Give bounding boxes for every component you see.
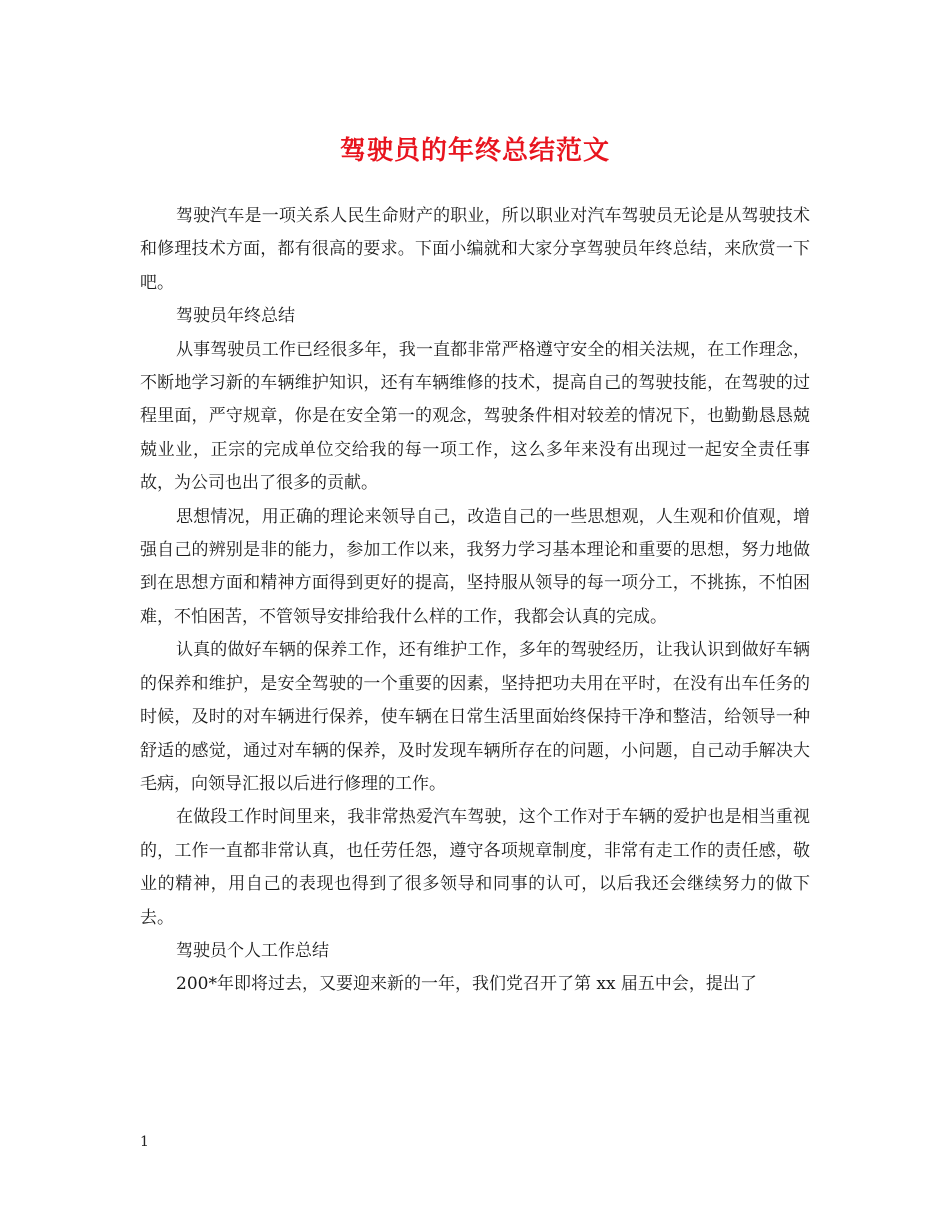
section-heading-year-end: 驾驶员年终总结 — [176, 306, 295, 327]
page-number: 1 — [140, 1134, 149, 1150]
section-heading-personal: 驾驶员个人工作总结 — [176, 940, 329, 961]
paragraph-ideology: 思想情况，用正确的理论来领导自己，改造自己的一些思想观，人生观和价值观，增强自己的辨别是非的能力，参加工作以来，我努力学习基本理论和重要的思想，努力地做到在思想方面和精神方面得到更好的提高，坚持服从领导的每一项分工，不挑拣，不怕困难，不怕困苦，不管领导安排给我什么样的工作，我都会认真的完成。 — [140, 506, 810, 627]
paragraph-work-experience: 从事驾驶员工作已经很多年，我一直都非常严格遵守安全的相关法规，在工作理念，不断地学习新的车辆维护知识，还有车辆维修的技术，提高自己的驾驶技能，在驾驶的过程里面，严守规章，你是在安全第一的观念，驾驶条件相对较差的情况下，也勤勤恳恳兢兢业业，正宗的完成单位交给我的每一项工作，这么多年来没有出现过一起安全责任事故，为公司也出了很多的贡献。 — [140, 339, 810, 494]
document-title: 驾驶员的年终总结范文 — [339, 136, 610, 166]
paragraph-maintenance: 认真的做好车辆的保养工作，还有维护工作，多年的驾驶经历，让我认识到做好车辆的保养和维护，是安全驾驶的一个重要的因素，坚持把功夫用在平时，在没有出车任务的时候，及时的对车辆进行保养，使车辆在日常生活里面始终保持干净和整洁，给领导一种舒适的感觉，通过对车辆的保养，及时发现车辆所存在的问题，小问题，自己动手解决大毛病，向领导汇报以后进行修理的工作。 — [140, 640, 810, 794]
document-body — [140, 200, 810, 1002]
paragraph-dedication: 在做段工作时间里来，我非常热爱汽车驾驶，这个工作对于车辆的爱护也是相当重视的，工作一直都非常认真，也任劳任怨，遵守各项规章制度，非常有走工作的责任感，敬业的精神，用自己的表现也得到了很多领导和同事的认可，以后我还会继续努力的做下去。 — [140, 807, 810, 928]
intro-paragraph: 驾驶汽车是一项关系人民生命财产的职业，所以职业对汽车驾驶员无论是从驾驶技术和修理技术方面，都有很高的要求。下面小编就和大家分享驾驶员年终总结，来欣赏一下吧。 — [140, 206, 810, 293]
paragraph-new-year: 200*年即将过去，又要迎来新的一年，我们党召开了第 xx 届五中会，提出了 — [176, 974, 757, 995]
